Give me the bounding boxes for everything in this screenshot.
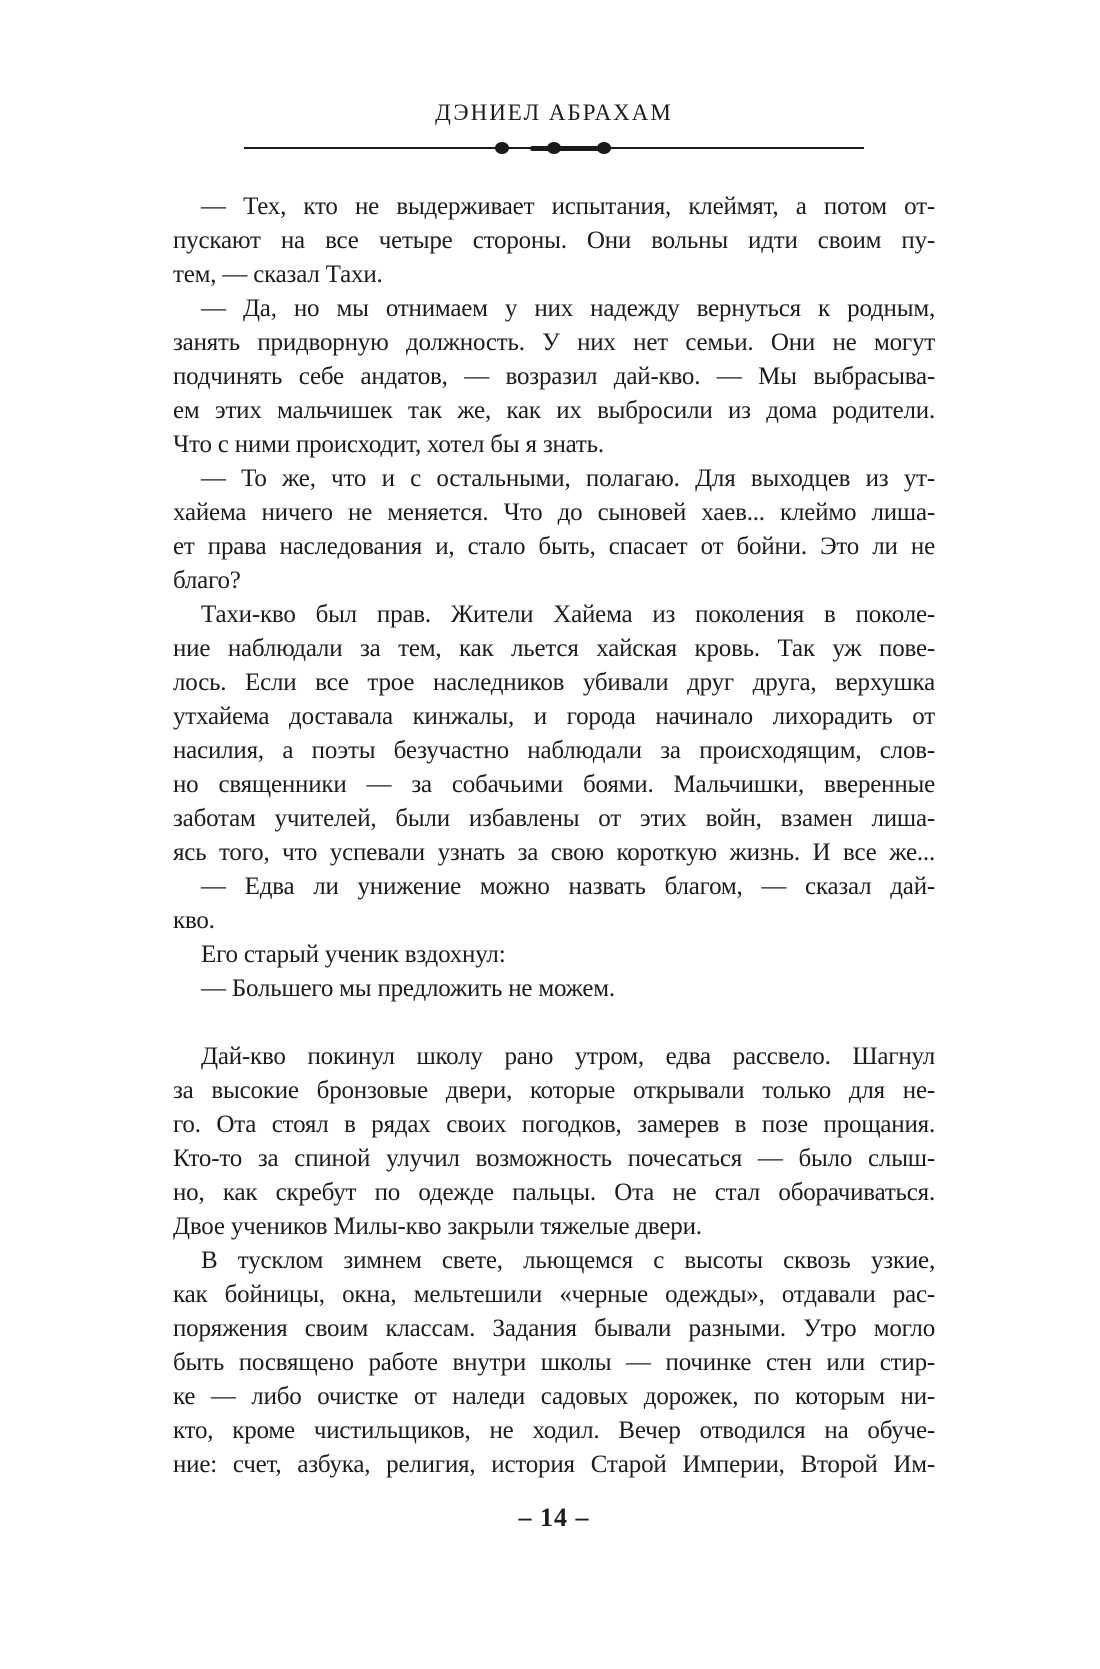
text-line: ние: счет, азбука, религия, история Старой Империи, Второй Им- xyxy=(173,1451,935,1478)
text-line: ет права наследования и, стало быть, спасает от бойни. Это ли не xyxy=(173,533,935,560)
text-line: ние наблюдали за тем, как льется хайская кровь. Так уж пове- xyxy=(173,635,935,662)
text-line: как бойницы, окна, мельтешили «черные одежды», отдавали рас- xyxy=(173,1281,935,1308)
text-line: кто, кроме чистильщиков, не ходил. Вечер отводился на обуче- xyxy=(173,1417,935,1444)
text-line: насилия, а поэты безучастно наблюдали за происходящим, слов- xyxy=(173,737,935,764)
text-line: ясь того, что успевали узнать за свою короткую жизнь. И все же... xyxy=(173,839,935,866)
text-line: ке — либо очистке от наледи садовых дорожек, по которым ни- xyxy=(173,1383,935,1410)
text-line: тем, — сказал Тахи. xyxy=(173,261,383,288)
text-line: быть посвящено работе внутри школы — починке стен или стир- xyxy=(173,1349,935,1376)
text-line: Что с ними происходит, хотел бы я знать. xyxy=(173,431,604,458)
paragraph xyxy=(173,1244,935,1482)
text-line: Дай-кво покинул школу рано утром, едва рассвело. Шагнул xyxy=(201,1043,935,1070)
text-line: — То же, что и с остальными, полагаю. Для выходцев из ут- xyxy=(201,465,935,492)
page-number: – 14 – xyxy=(518,1503,590,1532)
text-line: Кто-то за спиной улучил возможность почесаться — было слыш- xyxy=(173,1145,935,1172)
text-line: заботам учителей, были избавлены от этих войн, взамен лиша- xyxy=(173,805,935,832)
text-line: лось. Если все трое наследников убивали друг друга, верхушка xyxy=(173,669,935,696)
text-line: — Тех, кто не выдерживает испытания, клеймят, а потом от- xyxy=(201,193,935,220)
body-text xyxy=(173,190,935,1482)
text-line: пускают на все четыре стороны. Они вольны идти своим пу- xyxy=(173,227,935,254)
text-line: благо? xyxy=(173,567,241,594)
text-line: го. Ота стоял в рядах своих погодков, замерев в позе прощания. xyxy=(173,1111,935,1138)
text-line: — Да, но мы отнимаем у них надежду вернуться к родным, xyxy=(201,295,935,322)
paragraph xyxy=(173,870,935,938)
paragraph xyxy=(173,598,935,870)
text-line: Его старый ученик вздохнул: xyxy=(201,941,506,968)
text-line: Тахи-кво был прав. Жители Хайема из поколения в поколе- xyxy=(201,601,935,628)
paragraph xyxy=(173,292,935,462)
text-line: ем этих мальчишек так же, как их выбросили из дома родители. xyxy=(173,397,935,424)
paragraph xyxy=(173,938,935,972)
running-head-author: ДЭНИЕЛ АБРАХАМ xyxy=(435,100,673,125)
text-line: но священники — за собачьими боями. Мальчишки, вверенные xyxy=(173,771,935,798)
divider-dot-icon xyxy=(597,142,611,154)
text-line: но, как скребут по одежде пальцы. Ота не стал оборачиваться. xyxy=(173,1179,935,1206)
text-line: кво. xyxy=(173,907,215,934)
divider-dot-icon xyxy=(495,142,509,154)
text-line: занять придворную должность. У них нет семьи. Они не могут xyxy=(173,329,935,356)
header-divider-ornament xyxy=(244,141,864,155)
text-line: — Едва ли унижение можно назвать благом, — сказал дай- xyxy=(201,873,935,900)
paragraph xyxy=(173,972,935,1006)
text-line: подчинять себе андатов, — возразил дай-кво. — Мы выбрасыва- xyxy=(173,363,935,390)
paragraph xyxy=(173,1040,935,1244)
paragraph xyxy=(173,190,935,292)
text-line: хайема ничего не меняется. Что до сыновей хаев... клеймо лиша- xyxy=(173,499,935,526)
text-line: В тусклом зимнем свете, льющемся с высоты сквозь узкие, xyxy=(201,1247,935,1274)
text-line: — Большего мы предложить не можем. xyxy=(201,975,615,1002)
divider-dot-icon xyxy=(547,142,561,154)
text-line: Двое учеников Милы-кво закрыли тяжелые двери. xyxy=(173,1213,702,1240)
paragraph xyxy=(173,462,935,598)
text-line: за высокие бронзовые двери, которые открывали только для не- xyxy=(173,1077,935,1104)
text-line: утхайема доставала кинжалы, и города начинало лихорадить от xyxy=(173,703,935,730)
text-line: поряжения своим классам. Задания бывали разными. Утро могло xyxy=(173,1315,935,1342)
